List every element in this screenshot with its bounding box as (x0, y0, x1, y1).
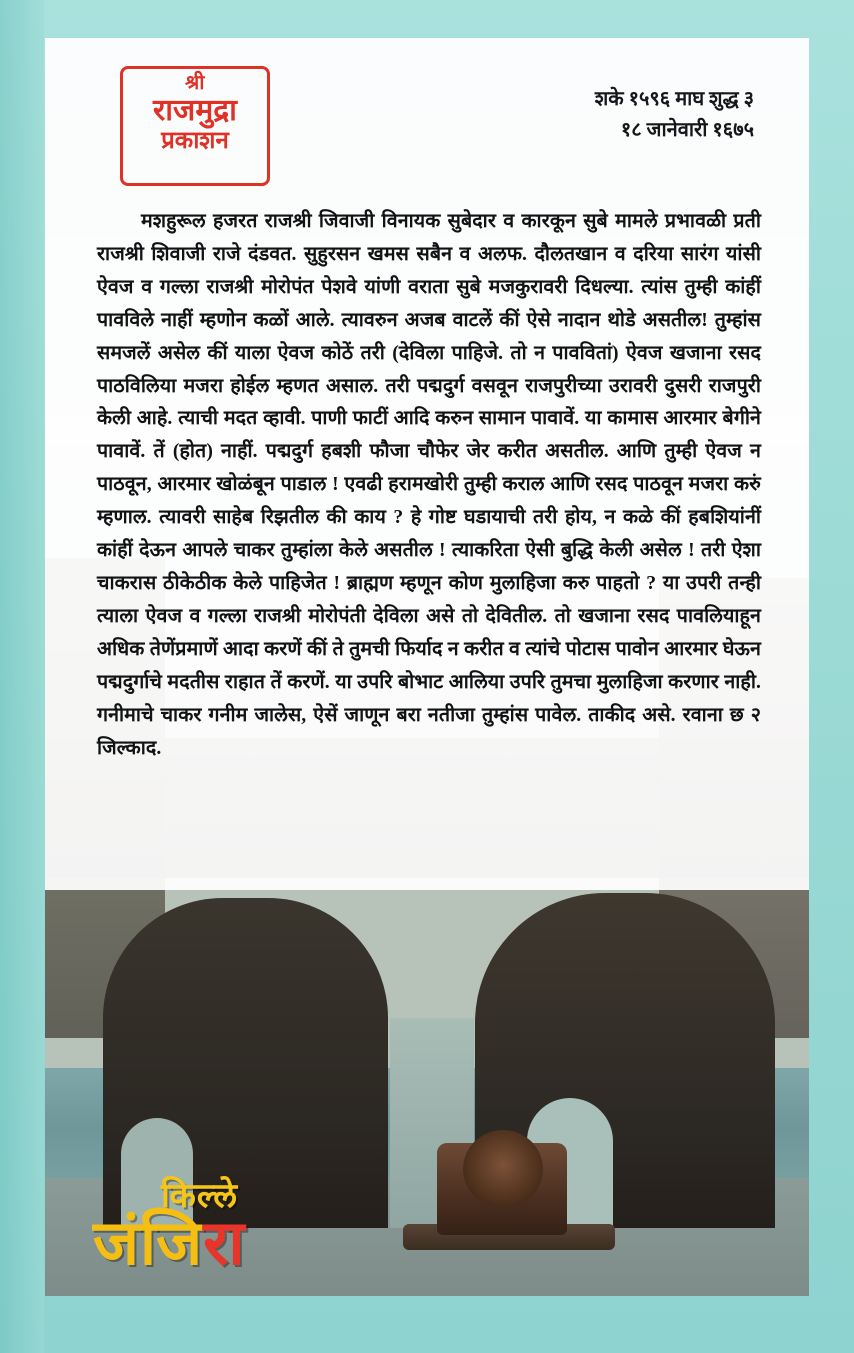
title-kille: किल्ले (161, 1177, 239, 1215)
title-janjira-part3: रा (203, 1210, 246, 1279)
publisher-logo (120, 66, 270, 186)
title-janjira-part1: जं (93, 1210, 141, 1279)
book-title-lockup (93, 1177, 246, 1279)
letter-paragraph: मशहुरूल हजरत राजश्री जिवाजी विनायक सुबेदार व कारकून सुबे मामले प्रभावळी प्रती राजश्री शिवाजी राजे दंडवत. सुहुरसन खमस सबैन व अलफ. दौलतखान व दरिया सारंग यांसी ऐवज व गल्ला राजश्री मोरोपंत पेशवे यांणी वराता सुबे मजकुरावरी दिधल्या. त्यांस तुम्ही कांहीं पावविले नाहीं म्हणोन कळों आले. त्यावरुन अजब वाटलें कीं ऐसे नादान थोडे असतील! तुम्हांस समजलें असेल कीं याला ऐवज कोठें तरी (देविला पाहिजे. तो न पाववितां) ऐवज खजाना रसद पाठविलिया मजरा होईल म्हणत असाल. तरी पद्मदुर्ग वसवून राजपुरीच्या उरावरी दुसरी राजपुरी केली आहे. त्याची मदत व्हावी. पाणी फाटीं आदि करुन सामान पावावें. या कामास आरमार बेगीने पावावें. तें (होत) नाहीं. पद्मदुर्ग हबशी फौजा चौफेर जेर करीत असतील. आणि तुम्ही ऐवज न पाठवून, आरमार खोळंबून पाडाल ! एवढी हरामखोरी तुम्ही कराल आणि रसद पाठवून मजरा करुं म्हणाल. त्यावरी साहेब रिझतील की काय ? हे गोष्ट घडायाची तरी होय, न कळे कीं हबशियांनीं कांहीं देऊन आपले चाकर तुम्हांला केले असतील ! त्याकरिता ऐसी बुद्धि केली असेल ! तरी ऐशा चाकरास ठीकेठीक केले पाहिजेत ! ब्राह्मण म्हणून कोण मुलाहिजा करु पाहतो ? या उपरी तन्ही त्याला ऐवज व गल्ला राजश्री मोरोपंती देविला असे तो देवितील. तो खजाना रसद पावलियाहून अधिक तेणेंप्रमाणें आदा करणें कीं ते तुमची फिर्याद न करीत व त्यांचे पोटास पावोन आरमार घेऊन पद्मदुर्गाचे मदतीस राहात तें करणें. या उपरि बोभाट आलिया उपरि तुमचा मुलाहिजा करणार नाही. गनीमाचे चाकर गनीम जालेस, ऐसें जाणून बरा नतीजा तुम्हांस पावेल. ताकीद असे. रवाना छ २ जिल्काद. (97, 211, 761, 759)
date-line-shake: शके १५९६ माघ शुद्ध ३ (594, 88, 754, 110)
date-line-gregorian: १८ जानेवारी १६७५ (620, 119, 754, 141)
title-janjira (93, 1210, 246, 1279)
cover-artwork-panel (45, 38, 809, 1296)
ruined-structure-left (103, 898, 388, 1228)
logo-line-rajmudra: राजमुद्रा (153, 94, 237, 127)
date-block (595, 84, 754, 146)
letter-body (97, 206, 761, 765)
logo-line-shri: श्री (185, 72, 205, 94)
letter-text-panel (45, 38, 809, 890)
cannon-muzzle (463, 1130, 543, 1208)
title-janjira-part2: जि (140, 1210, 204, 1279)
logo-line-prakashan: प्रकाशन (161, 127, 229, 154)
